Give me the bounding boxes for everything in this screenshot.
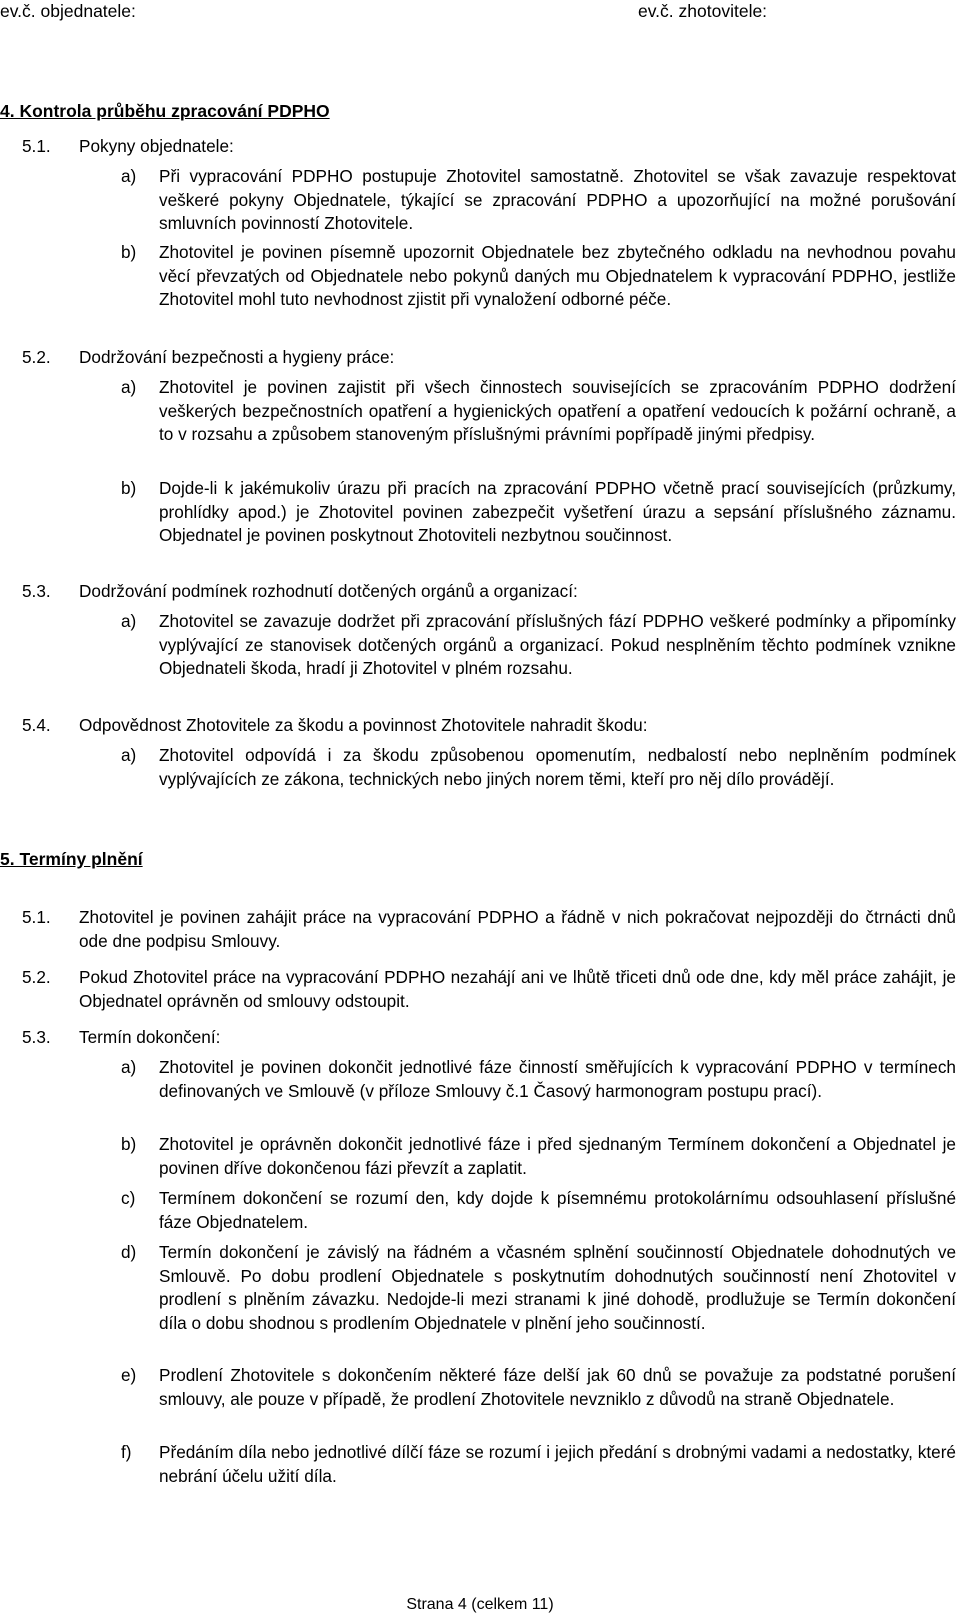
item-label: a) xyxy=(121,745,137,765)
item-text: Předáním díla nebo jednotlivé dílčí fáze se rozumí i jejich předání s drobnými vadami a nedostatky, které nebrání účelu užití díla. xyxy=(159,1442,956,1486)
clause-number: 5.4. xyxy=(22,715,51,735)
item-text: Zhotovitel je povinen dokončit jednotlivé fáze činností směřujících k vypracování PDPHO v termínech definovaných ve Smlouvě (v příloze Smlouvy č.1 Časový harmonogram postupu prací). xyxy=(159,1057,956,1101)
item-label: e) xyxy=(121,1365,137,1385)
clause-number: 5.3. xyxy=(22,581,51,601)
item-label: a) xyxy=(121,377,137,397)
item-label: c) xyxy=(121,1188,136,1208)
item-text: Termín dokončení je závislý na řádném a včasném splnění součinností Objednatele dohodnutých ve Smlouvě. Po dobu prodlení Objednatele s poskytnutím dohodnutých součinností není Zhotovitel v prodlení s plněním závazku. Nedojde-li mezi stranami k jiné dohodě, prodlužuje se Termín dokončení díla o dobu shodnou s prodlením Objednatele v plnění jeho součinností. xyxy=(159,1242,956,1333)
clause-title: Dodržování bezpečnosti a hygieny práce: xyxy=(79,347,395,367)
header-client-reg-no: ev.č. objednatele: xyxy=(0,1,136,21)
clause-text: Pokud Zhotovitel práce na vypracování PDPHO nezahájí ani ve lhůtě třiceti dnů ode dne, kdy měl práce zahájit, je Objednatel oprávněn od smlouvy odstoupit. xyxy=(79,967,956,1011)
clause-text: Zhotovitel je povinen zahájit práce na vypracování PDPHO a řádně v nich pokračovat nejpozději do čtrnácti dnů ode dne podpisu Smlouvy. xyxy=(79,907,956,951)
item-label: a) xyxy=(121,611,137,631)
item-label: b) xyxy=(121,242,137,262)
clause-title: Dodržování podmínek rozhodnutí dotčených orgánů a organizací: xyxy=(79,581,578,601)
item-label: a) xyxy=(121,1057,137,1077)
section-4-heading: 4. Kontrola průběhu zpracování PDPHO xyxy=(0,101,330,121)
clause-title: Pokyny objednatele: xyxy=(79,136,234,156)
item-text: Dojde-li k jakémukoliv úrazu při pracích na zpracování PDPHO včetně prací souvisejících (průzkumy, prohlídky apod.) je Zhotovitel povinen zabezpečit vyšetření úrazu a sepsání příslušného záznamu. Objednatel je povinen poskytnout Zhotoviteli nezbytnou součinnost. xyxy=(159,478,956,545)
clause-number: 5.1. xyxy=(22,136,51,156)
item-label: a) xyxy=(121,166,137,186)
page-number: Strana 4 (celkem 11) xyxy=(406,1596,554,1613)
item-label: d) xyxy=(121,1242,137,1262)
clause-number: 5.2. xyxy=(22,967,51,987)
section-5-heading: 5. Termíny plnění xyxy=(0,849,143,869)
header-contractor-reg-no: ev.č. zhotovitele: xyxy=(638,1,768,21)
item-label: b) xyxy=(121,1134,137,1154)
item-text: Zhotovitel se zavazuje dodržet při zpracování příslušných fází PDPHO veškeré podmínky a připomínky vyplývající ze stanovisek dotčených orgánů a organizací. Pokud nesplněním těchto podmínek vznikne Objednateli škoda, hradí ji Zhotovitel v plném rozsahu. xyxy=(159,611,956,678)
item-text: Zhotovitel je povinen zajistit při všech činnostech souvisejících se zpracováním PDPHO dodržení veškerých bezpečnostních opatření a hygienických opatření a opatření vedoucích k požární ochraně, a to v rozsahu a způsobem stanoveným příslušnými právními popřípadě jinými předpisy. xyxy=(159,377,956,444)
clause-number: 5.3. xyxy=(22,1027,51,1047)
item-text: Prodlení Zhotovitele s dokončením některé fáze delší jak 60 dnů se považuje za podstatné porušení smlouvy, ale pouze v případě, že prodlení Zhotovitele nevzniklo z důvodů na straně Objednatele. xyxy=(159,1365,956,1409)
item-text: Zhotovitel odpovídá i za škodu způsobenou opomenutím, nedbalostí nebo neplněním podmínek vyplývajících ze zákona, technických nebo jiných norem těmi, kteří pro něj dílo provádějí. xyxy=(159,745,956,789)
item-text: Zhotovitel je oprávněn dokončit jednotlivé fáze i před sjednaným Termínem dokončení a Objednatel je povinen dříve dokončenou fázi převzít a zaplatit. xyxy=(159,1134,956,1178)
item-label: f) xyxy=(121,1442,132,1462)
item-text: Termínem dokončení se rozumí den, kdy dojde k písemnému protokolárnímu odsouhlasení příslušné fáze Objednatelem. xyxy=(159,1188,956,1232)
item-text: Zhotovitel je povinen písemně upozornit Objednatele bez zbytečného odkladu na nevhodnou povahu věcí převzatých od Objednatele nebo pokynů daných mu Objednatelem k vypracování PDPHO, jestliže Zhotovitel mohl tuto nevhodnost zjistit při vynaložení odborné péče. xyxy=(159,242,956,309)
item-text: Při vypracování PDPHO postupuje Zhotovitel samostatně. Zhotovitel se však zavazuje respektovat veškeré pokyny Objednatele, týkající se zpracování PDPHO a upozorňující na možné porušování smluvních povinností Zhotovitele. xyxy=(159,166,956,233)
item-label: b) xyxy=(121,478,137,498)
clause-number: 5.2. xyxy=(22,347,51,367)
clause-number: 5.1. xyxy=(22,907,51,927)
clause-title: Termín dokončení: xyxy=(79,1027,221,1047)
clause-title: Odpovědnost Zhotovitele za škodu a povinnost Zhotovitele nahradit škodu: xyxy=(79,715,648,735)
